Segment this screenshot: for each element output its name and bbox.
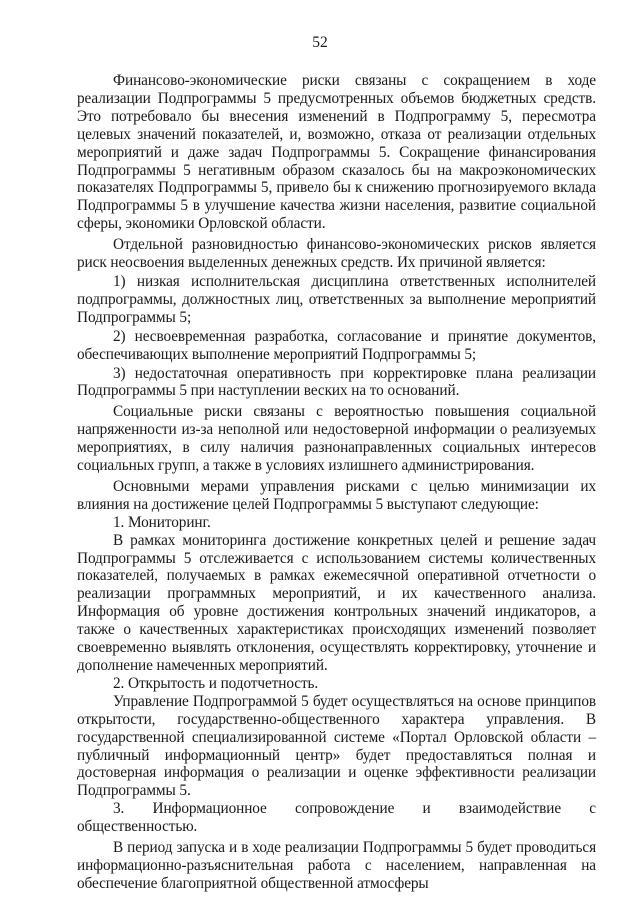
paragraph-unspent-funds-risk: Отдельной разновидностью финансово-экономических рисков является риск неосвоения выделенных денежных средств. Их причиной является:	[77, 236, 596, 272]
heading-openness: 2. Открытость и подотчетность.	[113, 674, 319, 692]
document-body	[77, 72, 596, 893]
paragraph-risk-measures: Основными мерами управления рисками с целью минимизации их влияния на достижение целей Подпрограммы 5 выступают следующие:	[77, 477, 596, 513]
paragraph-social-risks: Социальные риски связаны с вероятностью повышения социальной напряженности из-за неполной или недостоверной информации о реализуемых мероприятиях, в силу наличия разнонаправленных социальных интересов социальных групп, а также в условиях излишнего администрирования.	[77, 403, 596, 475]
heading-monitoring: 1. Мониторинг.	[113, 513, 211, 531]
heading-information-support: 3. Информационное сопровождение и взаимодействие с общественностью.	[77, 800, 596, 836]
page-number: 52	[312, 34, 328, 51]
list-item-reason-2: 2) несвоевременная разработка, согласование и принятие документов, обеспечивающих выполнение мероприятий Подпрограммы 5;	[77, 327, 596, 363]
list-item-reason-1: 1) низкая исполнительская дисциплина ответственных исполнителей подпрограммы, должностных лиц, ответственных за выполнение мероприятий Подпрограммы 5;	[77, 272, 596, 326]
paragraph-financial-risks: Финансово-экономические риски связаны с сокращением в ходе реализации Подпрограммы 5 предусмотренных объемов бюджетных средств. Это потребовало бы внесения изменений в Подпрограмму 5, пересмотра целевых значений показателей, и, возможно, отказа от реализации отдельных мероприятий и даже задач Подпрограммы 5. Сокращение финансирования Подпрограммы 5 негативным образом сказалось бы на макроэкономических показателях Подпрограммы 5, привело бы к снижению прогнозируемого вклада Подпрограммы 5 в улучшение качества жизни населения, развитие социальной сферы, экономики Орловской области.	[77, 72, 596, 233]
paragraph-monitoring: В рамках мониторинга достижение конкретных целей и решение задач Подпрограммы 5 отслеживается с использованием системы количественных показателей, получаемых в рамках ежемесячной оперативной отчетности о реализации программных мероприятий, и их качественного анализа. Информация об уровне достижения контрольных значений индикаторов, а также о качественных характеристиках происходящих изменений позволяет своевременно выявлять отклонения, осуществлять корректировку, уточнение и дополнение намеченных мероприятий.	[77, 531, 596, 674]
paragraph-openness: Управление Подпрограммой 5 будет осуществляться на основе принципов открытости, государственно-общественного характера управления. В государственной специализированной системе «Портал Орловской области – публичный информационный центр» будет предоставляться полная и достоверная информация о реализации и оценке эффективности реализации Подпрограммы 5.	[77, 692, 596, 800]
paragraph-information-work: В период запуска и в ходе реализации Подпрограммы 5 будет проводиться информационно-разъяснительная работа с населением, направленная на обеспечение благоприятной общественной атмосферы	[77, 839, 596, 892]
list-item-reason-3: 3) недостаточная оперативность при корректировке плана реализации Подпрограммы 5 при наступлении веских на то оснований.	[77, 364, 596, 400]
